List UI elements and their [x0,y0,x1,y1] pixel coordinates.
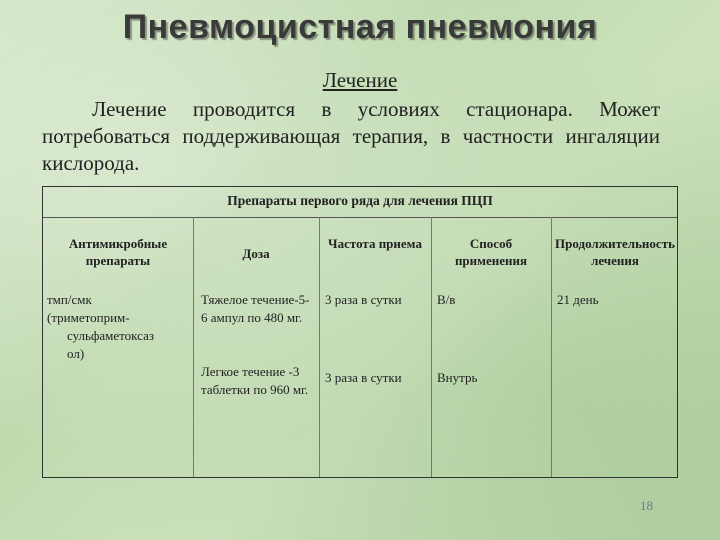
intro-paragraph: Лечение проводится в условиях стационара. Может потребоваться поддерживающая терапия, в частности ингаляции кислорода. [42,97,660,175]
slide-title: Пневмоцистная пневмония [122,8,598,46]
section-subtitle: Лечение [322,68,398,92]
caption-divider [43,217,677,218]
drug-name-line: (триметоприм- [47,310,130,325]
duration-value: 21 день [557,292,599,307]
treatment-table [42,186,678,478]
column-divider [319,217,320,477]
route-mild: Внутрь [437,370,478,385]
frequency-severe: 3 раза в сутки [325,292,402,307]
dose-severe: Тяжелое течение-5-6 ампул по 480 мг. [201,292,310,325]
column-divider [193,217,194,477]
header-route: Способ применения [454,236,528,268]
column-divider [431,217,432,477]
dose-mild: Легкое течение -3 таблетки по 960 мг. [201,364,309,397]
page-number: 18 [640,498,653,513]
header-dose: Доза [242,246,270,261]
frequency-mild: 3 раза в сутки [325,370,402,385]
table-caption: Препараты первого ряда для лечения ПЦП [227,193,493,208]
header-drugs: Антимикробные препараты [68,236,168,268]
header-duration: Продолжительность лечения [555,236,675,268]
column-divider [551,217,552,477]
drug-name-line: тмп/смк [47,292,92,307]
header-frequency: Частота приема [328,236,422,251]
drug-name-line: сульфаметоксаз [67,328,154,343]
route-severe: В/в [437,292,456,307]
drug-name-line: ол) [67,346,85,361]
